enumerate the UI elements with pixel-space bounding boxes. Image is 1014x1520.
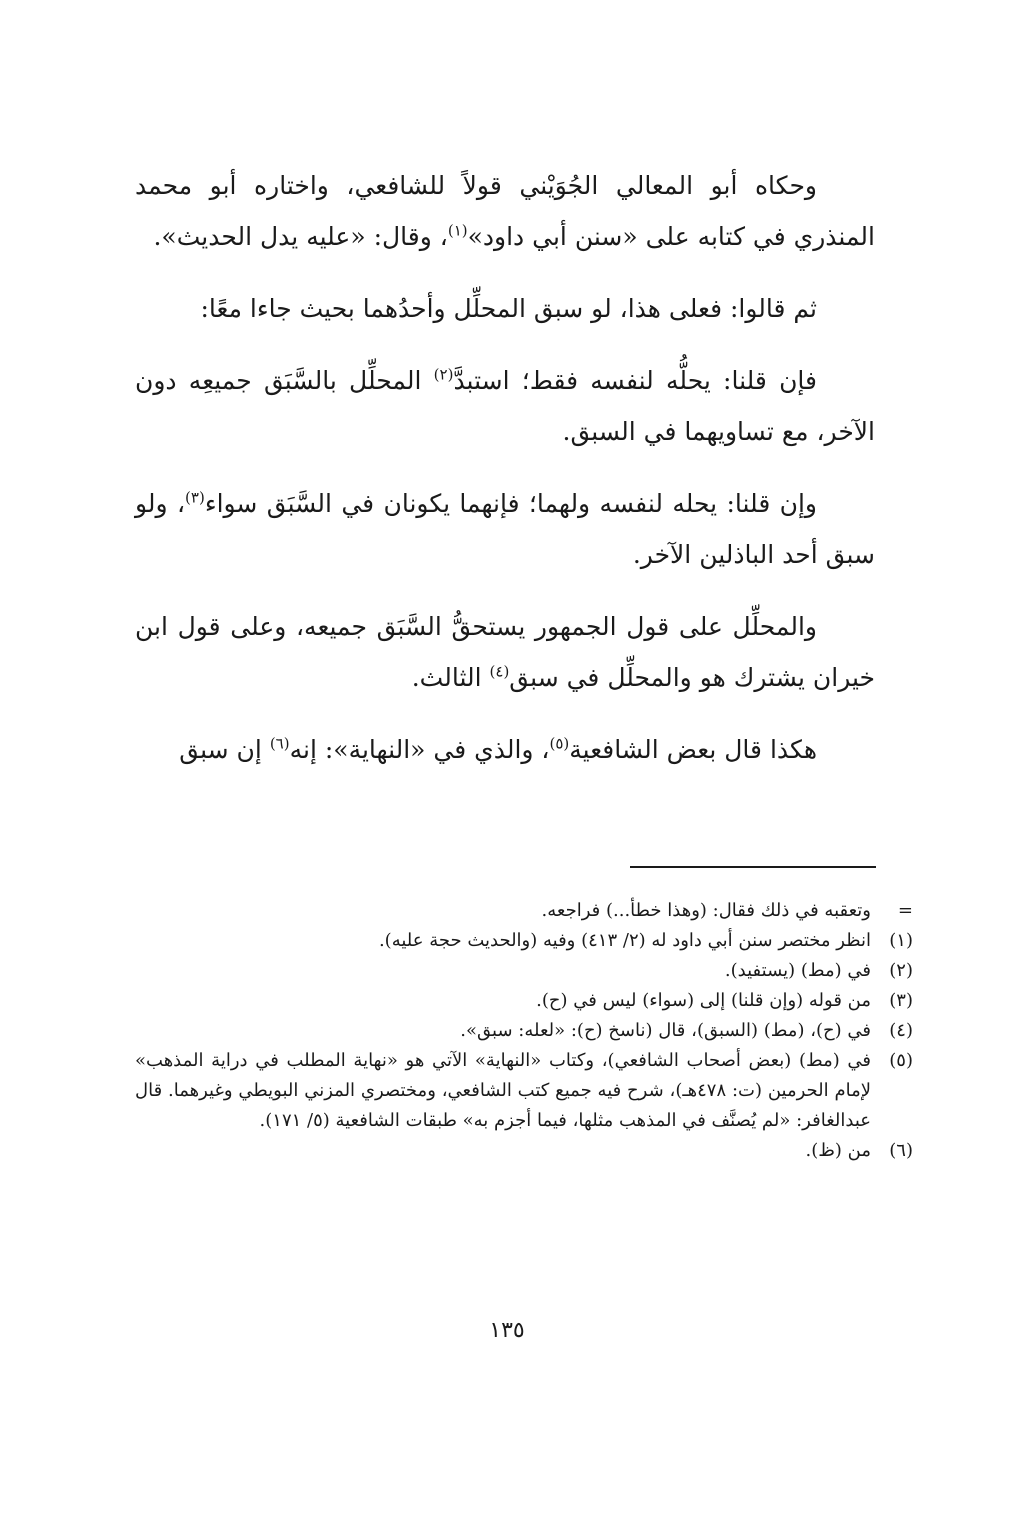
footnote-text: انظر مختصر سنن أبي داود له (٢/ ٤١٣) وفيه (والحديث حجة عليه). <box>378 930 871 951</box>
footnote-number: (١) <box>889 930 913 951</box>
paragraph-2-text: ثم قالوا: فعلى هذا، لو سبق المحلِّل وأحدُهما بحيث جاءا معًا: <box>200 294 817 323</box>
page-number: ١٣٥ <box>489 1318 525 1343</box>
footnote-number: (٥) <box>889 1050 913 1071</box>
footnote-ref-3: (٣) <box>185 488 205 507</box>
footnote-ref-1: (١) <box>447 221 468 240</box>
paragraph-6 <box>135 724 875 775</box>
footnote-number: (٦) <box>889 1140 913 1161</box>
paragraph-6-text-a: هكذا قال بعض الشافعية <box>569 735 817 764</box>
paragraph-4-text-a: وإن قلنا: يحله لنفسه ولهما؛ فإنهما يكونان في السَّبَق سواء <box>204 489 817 518</box>
footnotes <box>135 896 913 1166</box>
footnote-number: (٢) <box>889 960 913 981</box>
paragraph-5-text-b: الثالث. <box>411 663 490 692</box>
paragraph-3-text-b: المحلِّل بالسَّبَق جميعِه دون الآخر، مع تساويهما في السبق. <box>135 366 875 446</box>
paragraph-3-text-a: فإن قلنا: يحلُّه لنفسه فقط؛ استبدَّ <box>453 366 817 395</box>
paragraph-4 <box>135 478 875 580</box>
footnote-number: (٤) <box>889 1020 913 1041</box>
paragraph-5 <box>135 601 875 703</box>
paragraph-3 <box>135 355 875 457</box>
paragraph-6-text-b: ، والذي في «النهاية»: إنه <box>289 735 550 764</box>
footnote-continuation <box>135 896 913 926</box>
footnote-ref-5: (٥) <box>549 734 570 753</box>
paragraph-2 <box>135 283 875 334</box>
footnote-text: في (مط) (يستفيد). <box>724 960 871 981</box>
footnote-6 <box>135 1136 913 1166</box>
footnote-text: في (ح)، (مط) (السبق)، قال (ناسخ (ح): «لعله: سبق». <box>460 1020 871 1041</box>
paragraph-1-tail: ، وقال: «عليه يدل الحديث». <box>153 222 448 251</box>
main-text <box>135 160 875 796</box>
paragraph-6-text-c: إن سبق <box>179 735 270 764</box>
footnote-text: في (مط) (بعض أصحاب الشافعي)، وكتاب «النهاية» الآتي هو «نهاية المطلب في دراية المذهب» لإمام الحرمين (ت: ٤٧٨هـ)، شرح فيه جميع كتب الشافعي، ومختصري المزني البويطي وغيرهما. قال عبدالغافر: «لم يُصنَّف في المذهب مثلها، فيما أجزم به» طبقات الشافعية (٥/ ١٧١). <box>135 1050 871 1131</box>
paragraph-5-text-a: والمحلِّل على قول الجمهور يستحقُّ السَّبَق جميعه، وعلى قول ابن خيران يشترك هو والمحلِّل في سبق <box>135 612 875 692</box>
footnote-separator <box>630 866 876 868</box>
footnote-2 <box>135 956 913 986</box>
footnote-number: = <box>897 900 913 921</box>
paragraph-4-text-b: ، ولو سبق أحد الباذلين الآخر. <box>135 489 875 569</box>
footnote-1 <box>135 926 913 956</box>
paragraph-1-text: وحكاه أبو المعالي الجُوَيْني قولاً للشافعي، واختاره أبو محمد المنذري في كتابه على «سنن أبي داود» <box>135 171 875 251</box>
footnote-ref-6: (٦) <box>269 734 290 753</box>
footnote-ref-2: (٢) <box>433 365 454 384</box>
footnote-ref-4: (٤) <box>489 662 510 681</box>
footnote-5 <box>135 1046 913 1136</box>
footnote-3 <box>135 986 913 1016</box>
footnote-number: (٣) <box>889 990 913 1011</box>
paragraph-1 <box>135 160 875 262</box>
footnote-text: وتعقبه في ذلك فقال: (وهذا خطأ...) فراجعه. <box>541 900 871 921</box>
footnote-4 <box>135 1016 913 1046</box>
footnote-text: من (ظ). <box>805 1140 871 1161</box>
footnote-text: من قوله (وإن قلنا) إلى (سواء) ليس في (ح). <box>536 990 871 1011</box>
